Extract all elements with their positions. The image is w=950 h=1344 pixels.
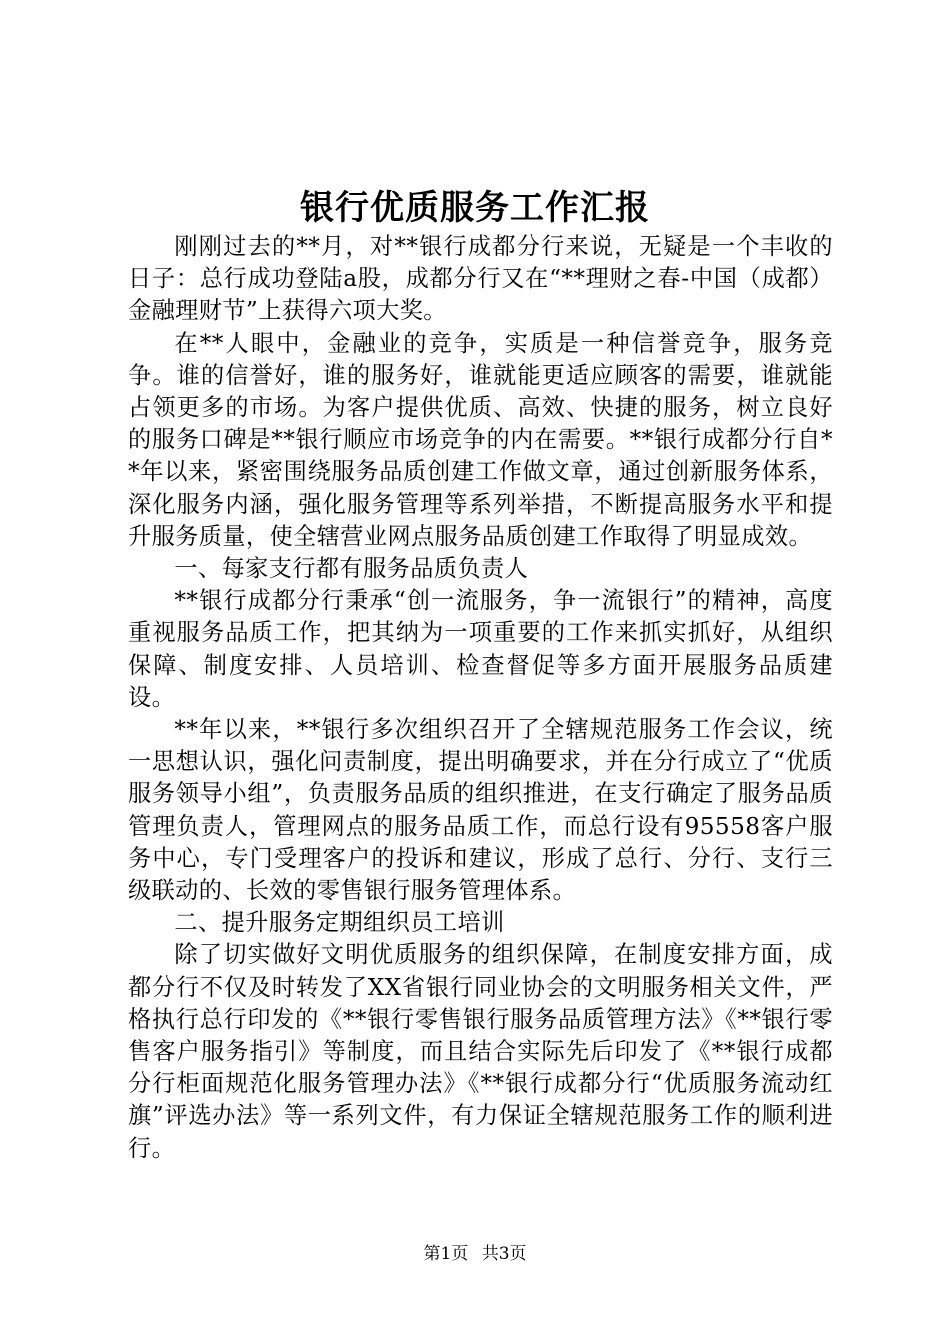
paragraph-training: 除了切实做好文明优质服务的组织保障，在制度安排方面，成都分行不仅及时转发了XX省银行同业协会的文明服务相关文件，严格执行总行印发的《**银行零售银行服务品质管理方法》《**银行零售客户服务指引》等制度，而且结合实际先后印发了《**银行成都分行柜面规范化服务管理办法》《**银行成都分行“优质服务流动红旗”评选办法》等一系列文件，有力保证全辖规范服务工作的顺利进行。 bbox=[128, 941, 833, 1162]
document-title: 银行优质服务工作汇报 bbox=[300, 188, 650, 228]
paragraph-competition: 在**人眼中，金融业的竞争，实质是一种信誉竞争，服务竞争。谁的信誉好，谁的服务好，谁就能更适应顾客的需要，谁就能占领更多的市场。为客户提供优质、高效、快捷的服务，树立良好的服务口碑是**银行顺应市场竞争的内在需要。**银行成都分行自**年以来，紧密围绕服务品质创建工作做文章，通过创新服务体系，深化服务内涵，强化服务管理等系列举措，不断提高服务水平和提升服务质量，使全辖营业网点服务品质创建工作取得了明显成效。 bbox=[128, 329, 834, 550]
page-footer bbox=[0, 1243, 950, 1265]
section-heading-1: 一、每家支行都有服务品质负责人 bbox=[174, 555, 529, 583]
page-number: 第1页 bbox=[423, 1244, 469, 1264]
document-body bbox=[128, 231, 833, 1165]
paragraph-management-system: **年以来，**银行多次组织召开了全辖规范服务工作会议，统一思想认识，强化问责制度，提出明确要求，并在分行成立了“优质服务领导小组”，负责服务品质的组织推进，在支行确定了服务品质管理负责人，管理网点的服务品质工作，而总行设有95558客户服务中心，专门受理客户的投诉和建议，形成了总行、分行、支行三级联动的、长效的零售银行服务管理体系。 bbox=[128, 716, 833, 905]
section-heading-2: 二、提升服务定期组织员工培训 bbox=[174, 909, 505, 937]
paragraph-intro: 刚刚过去的**月，对**银行成都分行来说，无疑是一个丰收的日子：总行成功登陆a股，成都分行又在“**理财之春-中国（成都）金融理财节”上获得六项大奖。 bbox=[128, 233, 833, 325]
page-total: 共3页 bbox=[481, 1244, 527, 1264]
paragraph-service-quality: **银行成都分行秉承“创一流服务，争一流银行”的精神，高度重视服务品质工作，把其纳为一项重要的工作来抓实抓好，从组织保障、制度安排、人员培训、检查督促等多方面开展服务品质建设。 bbox=[128, 587, 833, 711]
